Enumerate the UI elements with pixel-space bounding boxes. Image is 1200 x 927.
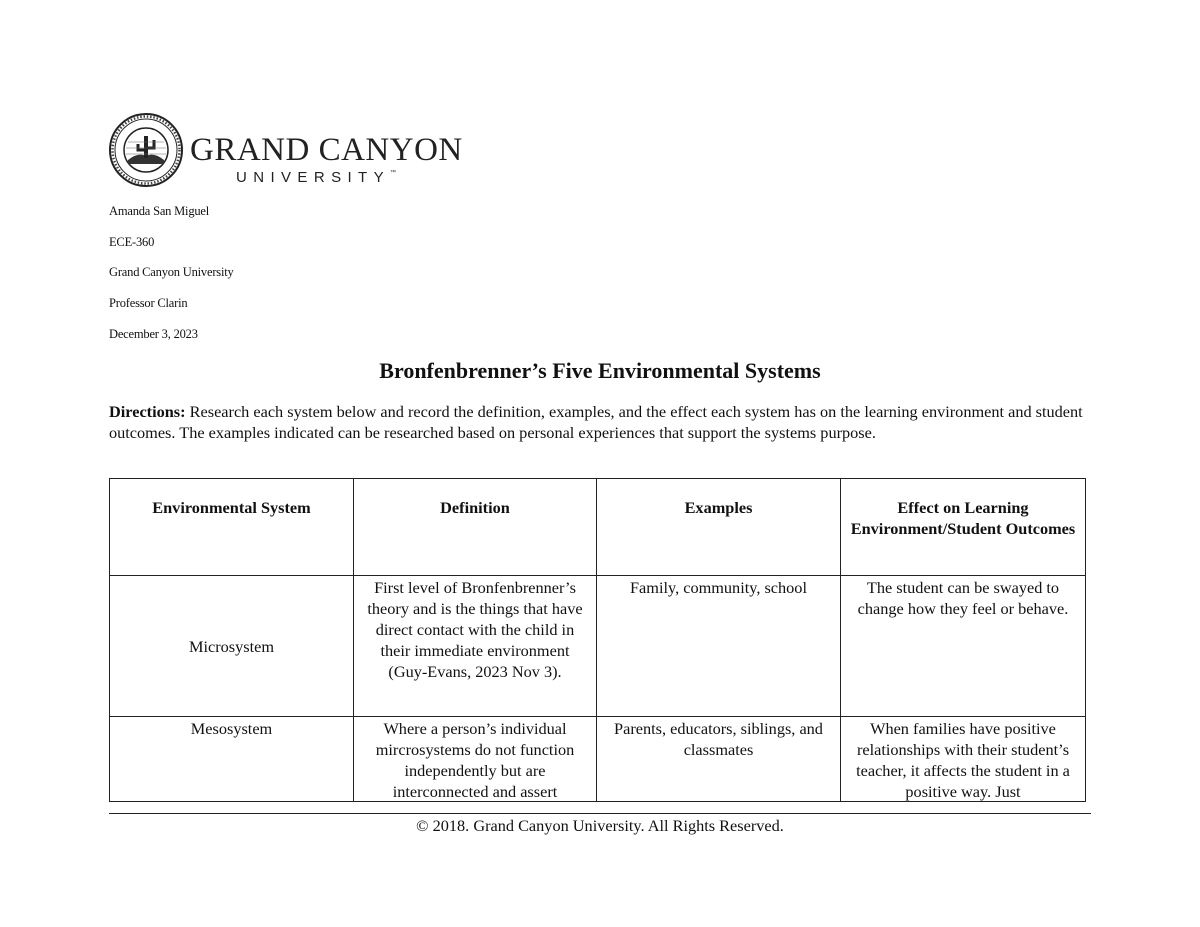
logo-subwordmark: UNIVERSITY™ [236,169,397,186]
directions-paragraph [109,401,1099,444]
cell-effect: When families have positive relationships with their student’s teacher, it affects the student in a positive way. Just [841,717,1086,802]
footer-divider [109,813,1091,814]
table-row [110,576,1086,717]
header-definition: Definition [354,479,597,576]
cell-examples: Parents, educators, siblings, and classmates [597,717,841,802]
logo-wordmark: GRAND CANYON [190,132,463,168]
directions-text: Research each system below and record the definition, examples, and the effect each system has on the learning environment and student outcomes. The examples indicated can be researched based on personal experiences that support the systems purpose. [109,402,1083,443]
systems-table [109,478,1086,802]
page-title: Bronfenbrenner’s Five Environmental Systems [379,358,821,383]
cell-definition: First level of Bronfenbrenner’s theory and is the things that have direct contact with the child in their immediate environment (Guy-Evans, 2023 Nov 3). [354,576,597,717]
student-name: Amanda San Miguel [109,204,210,218]
school-name: Grand Canyon University [109,265,234,279]
cell-system: Microsystem [110,576,354,717]
cell-examples: Family, community, school [597,576,841,717]
university-seal-icon [108,112,184,188]
course-code: ECE-360 [109,235,155,249]
submission-date: December 3, 2023 [109,327,198,341]
cell-system: Mesosystem [110,717,354,802]
header-effect: Effect on Learning Environment/Student Outcomes [841,479,1086,576]
table-header-row [110,479,1086,576]
university-logo [108,112,468,188]
header-environmental-system: Environmental System [110,479,354,576]
cell-definition: Where a person’s individual mircrosystems do not function independently but are interconnected and assert [354,717,597,802]
table-row [110,717,1086,802]
header-examples: Examples [597,479,841,576]
professor-name: Professor Clarin [109,296,188,310]
directions-label: Directions: [109,402,186,421]
footer-copyright: © 2018. Grand Canyon University. All Rights Reserved. [416,816,784,835]
cell-effect: The student can be swayed to change how they feel or behave. [841,576,1086,717]
